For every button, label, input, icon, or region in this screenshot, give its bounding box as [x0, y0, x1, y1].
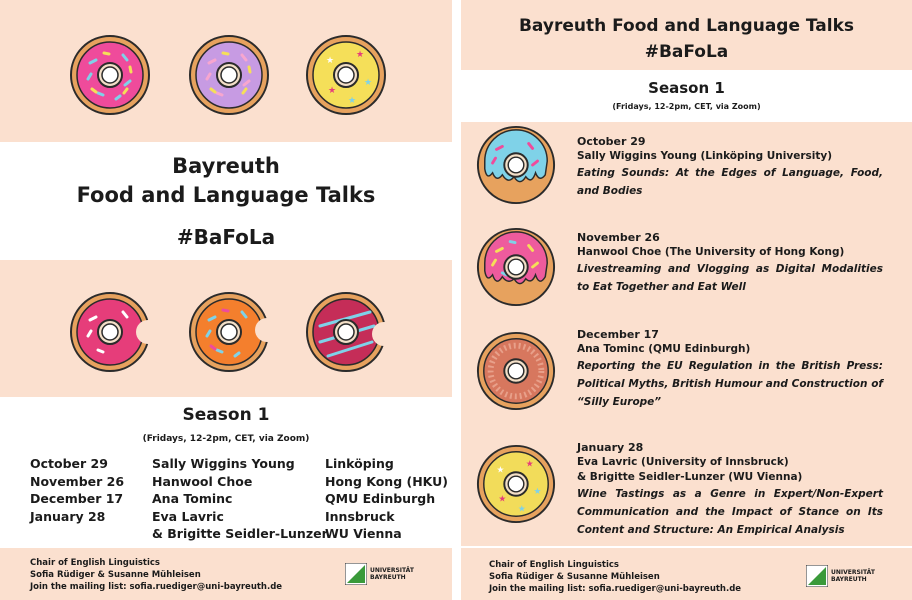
pink-drip-donut-icon	[475, 226, 557, 308]
logo-line2: BAYREUTH	[831, 576, 867, 583]
footer-names: Sofia Rüdiger & Susanne Mühleisen	[30, 570, 201, 580]
footer-names: Sofia Rüdiger & Susanne Mühleisen	[489, 572, 660, 582]
footer-chair: Chair of English Linguistics	[30, 558, 160, 568]
talk-date: November 26	[577, 231, 660, 244]
svg-text:★: ★	[496, 465, 505, 476]
footer-chair: Chair of English Linguistics	[489, 560, 619, 570]
right-footer-text	[489, 559, 741, 595]
bitten-orange-donut-icon	[187, 290, 271, 374]
svg-text:★: ★	[517, 504, 526, 515]
svg-text:★: ★	[498, 494, 507, 505]
left-season-num: 1	[257, 405, 270, 425]
right-season-word: Season	[648, 79, 710, 97]
talk-entry	[577, 440, 883, 539]
talk-speaker-second: & Brigitte Seidler-Lunzer (WU Vienna)	[577, 471, 803, 483]
logo-line2: BAYREUTH	[370, 574, 406, 581]
footer-mailing-list: Join the mailing list: sofia.ruediger@uni-bayreuth.de	[30, 582, 283, 592]
svg-text:★: ★	[328, 86, 337, 96]
left-place: QMU Edinburgh	[325, 491, 436, 506]
university-logo	[345, 563, 414, 585]
left-flyer	[0, 0, 452, 600]
talk-date: October 29	[577, 135, 646, 148]
right-hashtag: #BaFoLa	[644, 42, 729, 62]
talk-title: Reporting the EU Regulation in the British Press: Political Myths, British Humour and Construction of “Silly Europe”	[577, 360, 883, 408]
bitten-striped-donut-icon	[304, 290, 388, 374]
university-logo-icon	[806, 565, 828, 587]
left-place: Linköping	[325, 456, 394, 471]
svg-text:★: ★	[364, 78, 373, 88]
talk-speaker: Sally Wiggins Young (Linköping University)	[577, 150, 833, 162]
left-places-column	[325, 455, 448, 543]
left-title	[0, 152, 452, 210]
left-dates-column	[30, 455, 124, 525]
left-footer-text	[30, 557, 282, 593]
talk-speaker: Hanwool Choe (The University of Hong Kong)	[577, 246, 845, 258]
talk-title: Eating Sounds: At the Edges of Language, Food, and Bodies	[577, 167, 883, 197]
left-speaker: & Brigitte Seidler-Lunzer	[152, 526, 328, 541]
svg-text:★: ★	[533, 486, 542, 497]
left-speakers-column	[152, 455, 328, 543]
left-speaker: Eva Lavric	[152, 508, 224, 524]
left-speaker: Ana Tominc	[152, 491, 233, 506]
left-date: October 29	[30, 456, 108, 471]
svg-text:★: ★	[348, 96, 357, 106]
left-season-heading	[0, 405, 452, 425]
pink-donut-icon	[68, 33, 152, 117]
blue-drip-donut-icon	[475, 124, 557, 206]
right-fridays: (Fridays, 12-2pm, CET, via Zoom)	[612, 102, 761, 111]
footer-mailing-list: Join the mailing list: sofia.ruediger@uni-bayreuth.de	[489, 584, 742, 594]
talk-date: December 17	[577, 328, 659, 341]
left-title-line2: Food and Language Talks	[76, 183, 376, 207]
university-logo	[806, 565, 875, 587]
lilac-donut-icon	[187, 33, 271, 117]
right-flyer	[461, 0, 912, 600]
right-title: Bayreuth Food and Language Talks	[518, 16, 855, 36]
yellow-star-donut-icon	[475, 443, 557, 525]
left-date: January 28	[30, 508, 106, 524]
talk-title: Wine Tastings as a Genre in Expert/Non-Expert Communication and the Impact of Stance on Its Content and Structure: An Empirical Analysis	[577, 488, 883, 536]
talk-entry	[577, 134, 883, 200]
talk-speaker: Eva Lavric (University of Innsbruck)	[577, 456, 789, 468]
right-season-num: 1	[714, 79, 725, 97]
svg-text:★: ★	[326, 56, 335, 66]
left-date: December 17	[30, 491, 124, 506]
talk-speaker: Ana Tominc (QMU Edinburgh)	[577, 343, 751, 355]
glazed-donut-icon	[475, 330, 557, 412]
svg-text:★: ★	[356, 50, 365, 60]
right-season-heading	[461, 79, 912, 97]
left-place: Hong Kong (HKU)	[325, 473, 449, 489]
left-title-line1: Bayreuth	[172, 154, 280, 178]
talk-entry	[577, 327, 883, 411]
left-place: Innsbruck	[325, 508, 395, 524]
left-speaker: Hanwool Choe	[152, 473, 253, 489]
left-speaker: Sally Wiggins Young	[152, 456, 295, 471]
logo-line1: UNIVERSITÄT	[831, 569, 875, 576]
yellow-star-donut-icon	[304, 33, 388, 117]
left-hashtag: #BaFoLa	[176, 225, 276, 249]
left-place: WU Vienna	[325, 526, 402, 541]
talk-entry	[577, 230, 883, 296]
left-season-word: Season	[182, 405, 252, 425]
talk-title: Livestreaming and Vlogging as Digital Modalities to Eat Together and Eat Well	[577, 263, 883, 293]
svg-text:★: ★	[525, 459, 534, 470]
left-fridays: (Fridays, 12-2pm, CET, via Zoom)	[142, 434, 310, 444]
university-logo-icon	[345, 563, 367, 585]
logo-line1: UNIVERSITÄT	[370, 567, 414, 574]
talk-date: January 28	[577, 441, 644, 454]
left-date: November 26	[30, 473, 125, 489]
bitten-magenta-donut-icon	[68, 290, 152, 374]
